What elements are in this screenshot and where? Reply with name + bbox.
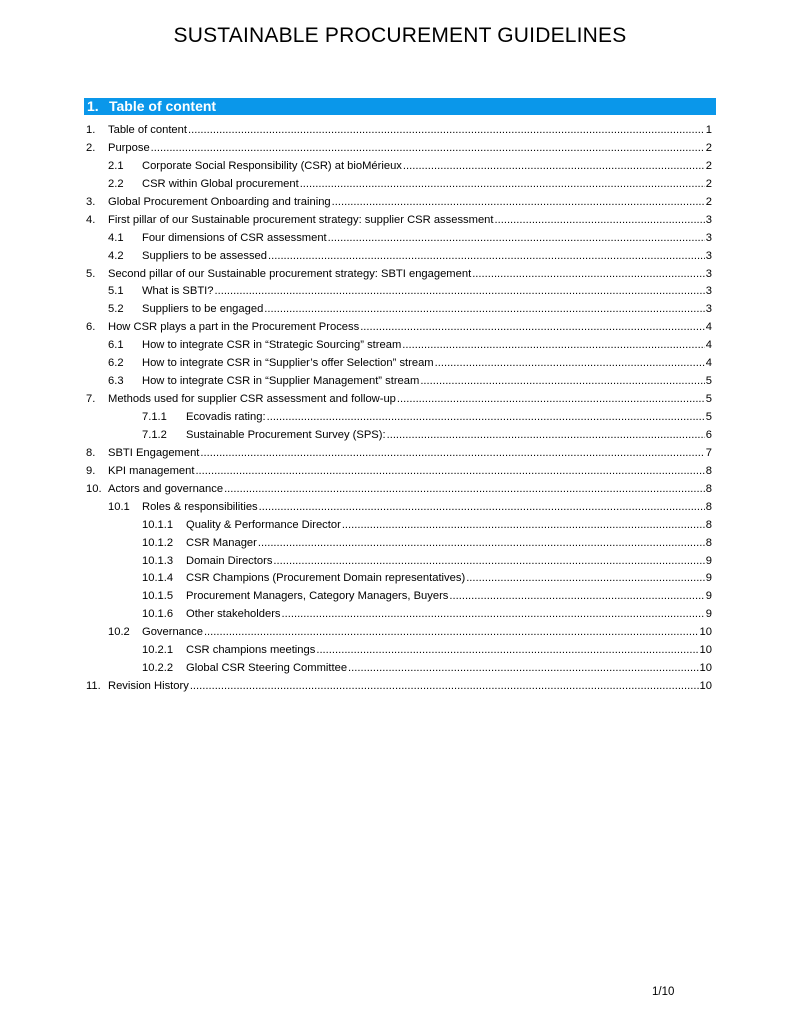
dot-leader (188, 122, 705, 140)
toc-entry[interactable] (86, 427, 712, 445)
toc-entry-title: How to integrate CSR in “Supplier Management” stream (142, 375, 420, 388)
toc-entry-title: CSR Champions (Procurement Domain representatives) (186, 572, 466, 585)
toc-entry[interactable] (86, 463, 712, 481)
dot-leader (449, 588, 704, 606)
toc-entry[interactable] (86, 266, 712, 284)
toc-entry-page: 8 (705, 500, 712, 513)
toc-entry-line (108, 445, 712, 463)
toc-entry[interactable] (86, 158, 712, 176)
toc-entry-number: 4. (86, 213, 96, 226)
toc-entry-line (186, 535, 712, 553)
toc-entry-page: 3 (705, 267, 712, 280)
toc-entry-number: 6.3 (108, 375, 124, 388)
toc-entry-page: 9 (705, 608, 712, 621)
toc-entry-line (108, 194, 712, 212)
dot-leader (342, 517, 705, 535)
toc-entry-title: CSR within Global procurement (142, 177, 299, 190)
toc-entry-line (142, 624, 712, 642)
toc-entry-title: What is SBTI? (142, 285, 214, 298)
toc-entry-number: 10.1.5 (142, 590, 174, 603)
toc-entry[interactable] (86, 230, 712, 248)
toc-entry[interactable] (86, 678, 712, 696)
dot-leader (151, 140, 705, 158)
toc-entry-page: 3 (705, 303, 712, 316)
toc-entry-line (142, 158, 712, 176)
toc-entry-page: 5 (705, 393, 712, 406)
toc-entry[interactable] (86, 624, 712, 642)
dot-leader (402, 337, 704, 355)
toc-entry-number: 10.1 (108, 500, 130, 513)
toc-entry-number: 7.1.1 (142, 411, 167, 423)
toc-entry-title: Purpose (108, 141, 150, 154)
toc-entry-page: 2 (705, 177, 712, 190)
dot-leader (387, 427, 705, 445)
toc-entry[interactable] (86, 301, 712, 319)
toc-entry-number: 5.1 (108, 285, 124, 298)
toc-entry-line (108, 212, 712, 230)
toc-entry-title: Sustainable Procurement Survey (SPS): (186, 428, 386, 441)
toc-entry-line (142, 176, 712, 194)
toc-entry[interactable] (86, 535, 712, 553)
toc-entry-number: 2.2 (108, 177, 124, 190)
toc-entry-title: Suppliers to be engaged (142, 303, 264, 316)
toc-entry-page: 6 (705, 428, 712, 441)
toc-entry-line (108, 481, 712, 499)
toc-entry-line (108, 319, 712, 337)
dot-leader (204, 624, 699, 642)
toc-entry-number: 8. (86, 446, 96, 459)
toc-entry-line (142, 248, 712, 266)
toc-entry-line (186, 517, 712, 535)
toc-entry-line (108, 140, 712, 158)
toc-entry-title: Corporate Social Responsibility (CSR) at bioMérieux (142, 159, 402, 172)
toc-entry[interactable] (86, 517, 712, 535)
toc-entry-number: 9. (86, 464, 96, 477)
dot-leader (264, 301, 704, 319)
toc-entry-line (186, 642, 712, 660)
dot-leader (268, 248, 705, 266)
toc-entry-page: 2 (705, 159, 712, 172)
dot-leader (328, 230, 705, 248)
toc-entry-number: 10.1.4 (142, 572, 174, 585)
toc-entry[interactable] (86, 391, 712, 409)
toc-entry-line (186, 427, 712, 445)
toc-entry-page: 8 (705, 536, 712, 549)
toc-entry-title: Four dimensions of CSR assessment (142, 231, 327, 244)
dot-leader (273, 553, 704, 571)
toc-entry-page: 8 (705, 464, 712, 477)
toc-entry-title: Global Procurement Onboarding and training (108, 195, 331, 208)
toc-entry-page: 10 (699, 626, 712, 639)
toc-entry-number: 10.2.1 (142, 644, 174, 657)
toc-entry-line (186, 588, 712, 606)
toc-entry-title: Ecovadis rating: (186, 411, 266, 423)
toc-entry-number: 4.2 (108, 249, 124, 262)
toc-entry-number: 10.1.2 (142, 536, 174, 549)
toc-entry[interactable] (86, 445, 712, 463)
toc-entry-line (142, 301, 712, 319)
toc-entry-page: 7 (705, 446, 712, 459)
toc-heading-number: 1. (87, 98, 99, 114)
toc-entry-title: Revision History (108, 680, 189, 693)
toc-entry-page: 3 (705, 285, 712, 298)
toc-entry-number: 10.2 (108, 626, 130, 639)
toc-entry[interactable] (86, 194, 712, 212)
toc-entry-page: 4 (705, 357, 712, 370)
toc-entry-title: CSR Manager (186, 536, 257, 549)
toc-entry-number: 3. (86, 195, 96, 208)
toc-entry-page: 10 (699, 644, 712, 657)
toc-entry-line (186, 606, 712, 624)
toc-entry[interactable] (86, 373, 712, 391)
toc-entry-page: 9 (705, 590, 712, 603)
toc-entry-line (186, 553, 712, 571)
dot-leader (190, 678, 699, 696)
dot-leader (258, 535, 705, 553)
toc-entry[interactable] (86, 660, 712, 678)
toc-entry-line (108, 463, 712, 481)
toc-entry-page: 1 (705, 124, 712, 136)
toc-entry[interactable] (86, 176, 712, 194)
toc-entry-number: 2. (86, 141, 96, 154)
dot-leader (282, 606, 705, 624)
toc-entry-page: 3 (705, 213, 712, 226)
toc-entry-page: 10 (699, 680, 712, 693)
toc-entry-title: Quality & Performance Director (186, 518, 341, 531)
toc-entry[interactable] (86, 355, 712, 373)
toc-entry-line (142, 355, 712, 373)
toc-entry-number: 4.1 (108, 231, 124, 244)
dot-leader (224, 481, 705, 499)
toc-entry-title: Global CSR Steering Committee (186, 662, 348, 675)
dot-leader (215, 283, 705, 301)
toc-entry-line (142, 230, 712, 248)
toc-entry[interactable] (86, 337, 712, 355)
dot-leader (435, 355, 705, 373)
toc-entry-title: Domain Directors (186, 554, 273, 567)
toc-entry-title: Suppliers to be assessed (142, 249, 268, 262)
toc-entry-line (142, 373, 712, 391)
toc-entry-page: 10 (699, 662, 712, 675)
toc-entry-line (186, 660, 712, 678)
dot-leader (420, 373, 704, 391)
toc-entry-title: Table of content (108, 124, 187, 136)
toc-entry-line (142, 499, 712, 517)
toc-entry-line (142, 283, 712, 301)
toc-entry-number: 7.1.2 (142, 428, 167, 441)
toc-entry-number: 5.2 (108, 303, 124, 316)
toc-entry-number: 10.1.3 (142, 554, 174, 567)
dot-leader (259, 499, 705, 517)
toc-entry-title: Roles & responsibilities (142, 500, 258, 513)
toc-entry-line (108, 391, 712, 409)
toc-entry[interactable] (86, 212, 712, 230)
toc-entry-title: How to integrate CSR in “Supplier’s offer Selection” stream (142, 357, 434, 370)
toc-entry-number: 6. (86, 321, 96, 334)
toc-entry-page: 9 (705, 554, 712, 567)
dot-leader (267, 409, 705, 427)
dot-leader (348, 660, 699, 678)
toc-entry-number: 6.1 (108, 339, 124, 352)
toc-entry[interactable] (86, 140, 712, 158)
dot-leader (300, 176, 705, 194)
toc-entry-title: Second pillar of our Sustainable procurement strategy: SBTI engagement (108, 267, 472, 280)
toc-entry-line (108, 678, 712, 696)
table-of-contents (86, 122, 712, 696)
toc-entry-number: 11. (86, 680, 101, 693)
toc-entry-line (108, 266, 712, 284)
dot-leader (360, 319, 705, 337)
toc-entry-line (142, 337, 712, 355)
toc-entry-line (186, 409, 712, 427)
toc-entry-title: How to integrate CSR in “Strategic Sourcing” stream (142, 339, 402, 352)
toc-entry[interactable] (86, 248, 712, 266)
toc-entry-title: Other stakeholders (186, 608, 281, 621)
dot-leader (332, 194, 705, 212)
toc-entry-title: First pillar of our Sustainable procurement strategy: supplier CSR assessment (108, 213, 494, 226)
toc-entry-page: 3 (705, 249, 712, 262)
toc-entry-number: 5. (86, 267, 96, 280)
document-title: SUSTAINABLE PROCUREMENT GUIDELINES (173, 24, 627, 47)
toc-entry-number: 10.1.6 (142, 608, 174, 621)
toc-entry[interactable] (86, 553, 712, 571)
toc-entry-number: 10.2.2 (142, 662, 174, 675)
toc-entry[interactable] (86, 499, 712, 517)
toc-entry-number: 7. (86, 393, 96, 406)
dot-leader (397, 391, 705, 409)
toc-entry-line (186, 570, 712, 588)
toc-entry-page: 9 (705, 572, 712, 585)
toc-entry-page: 2 (705, 141, 712, 154)
toc-entry-line (108, 122, 712, 140)
toc-entry-page: 8 (705, 518, 712, 531)
toc-heading (84, 98, 716, 115)
toc-entry-title: Actors and governance (108, 482, 224, 495)
toc-entry-title: SBTI Engagement (108, 446, 200, 459)
toc-entry[interactable] (86, 409, 712, 427)
page-number: 1/10 (652, 986, 675, 998)
dot-leader (472, 266, 705, 284)
toc-entry-title: Governance (142, 626, 203, 639)
toc-entry-number: 2.1 (108, 159, 124, 172)
toc-entry[interactable] (86, 606, 712, 624)
dot-leader (316, 642, 698, 660)
toc-heading-label: Table of content (109, 98, 217, 114)
toc-entry-title: KPI management (108, 464, 195, 477)
toc-entry-page: 2 (705, 195, 712, 208)
dot-leader (495, 212, 705, 230)
dot-leader (200, 445, 704, 463)
toc-entry[interactable] (86, 570, 712, 588)
toc-entry[interactable] (86, 481, 712, 499)
toc-entry-number: 10.1.1 (142, 518, 174, 531)
toc-entry[interactable] (86, 283, 712, 301)
toc-entry-page: 5 (705, 411, 712, 423)
toc-entry-title: Methods used for supplier CSR assessment and follow-up (108, 393, 396, 406)
toc-entry-number: 10. (86, 482, 102, 495)
toc-entry[interactable] (86, 122, 712, 140)
toc-entry-page: 5 (705, 375, 712, 388)
toc-entry-page: 4 (705, 339, 712, 352)
dot-leader (195, 463, 704, 481)
toc-entry-page: 8 (705, 482, 712, 495)
toc-entry-page: 3 (705, 231, 712, 244)
toc-entry-title: Procurement Managers, Category Managers, Buyers (186, 590, 449, 603)
toc-entry[interactable] (86, 588, 712, 606)
toc-entry[interactable] (86, 319, 712, 337)
toc-entry-number: 1. (86, 124, 96, 136)
dot-leader (466, 570, 705, 588)
toc-entry-title: CSR champions meetings (186, 644, 316, 657)
toc-entry-title: How CSR plays a part in the Procurement Process (108, 321, 360, 334)
toc-entry[interactable] (86, 642, 712, 660)
toc-entry-number: 6.2 (108, 357, 124, 370)
toc-entry-page: 4 (705, 321, 712, 334)
dot-leader (403, 158, 705, 176)
